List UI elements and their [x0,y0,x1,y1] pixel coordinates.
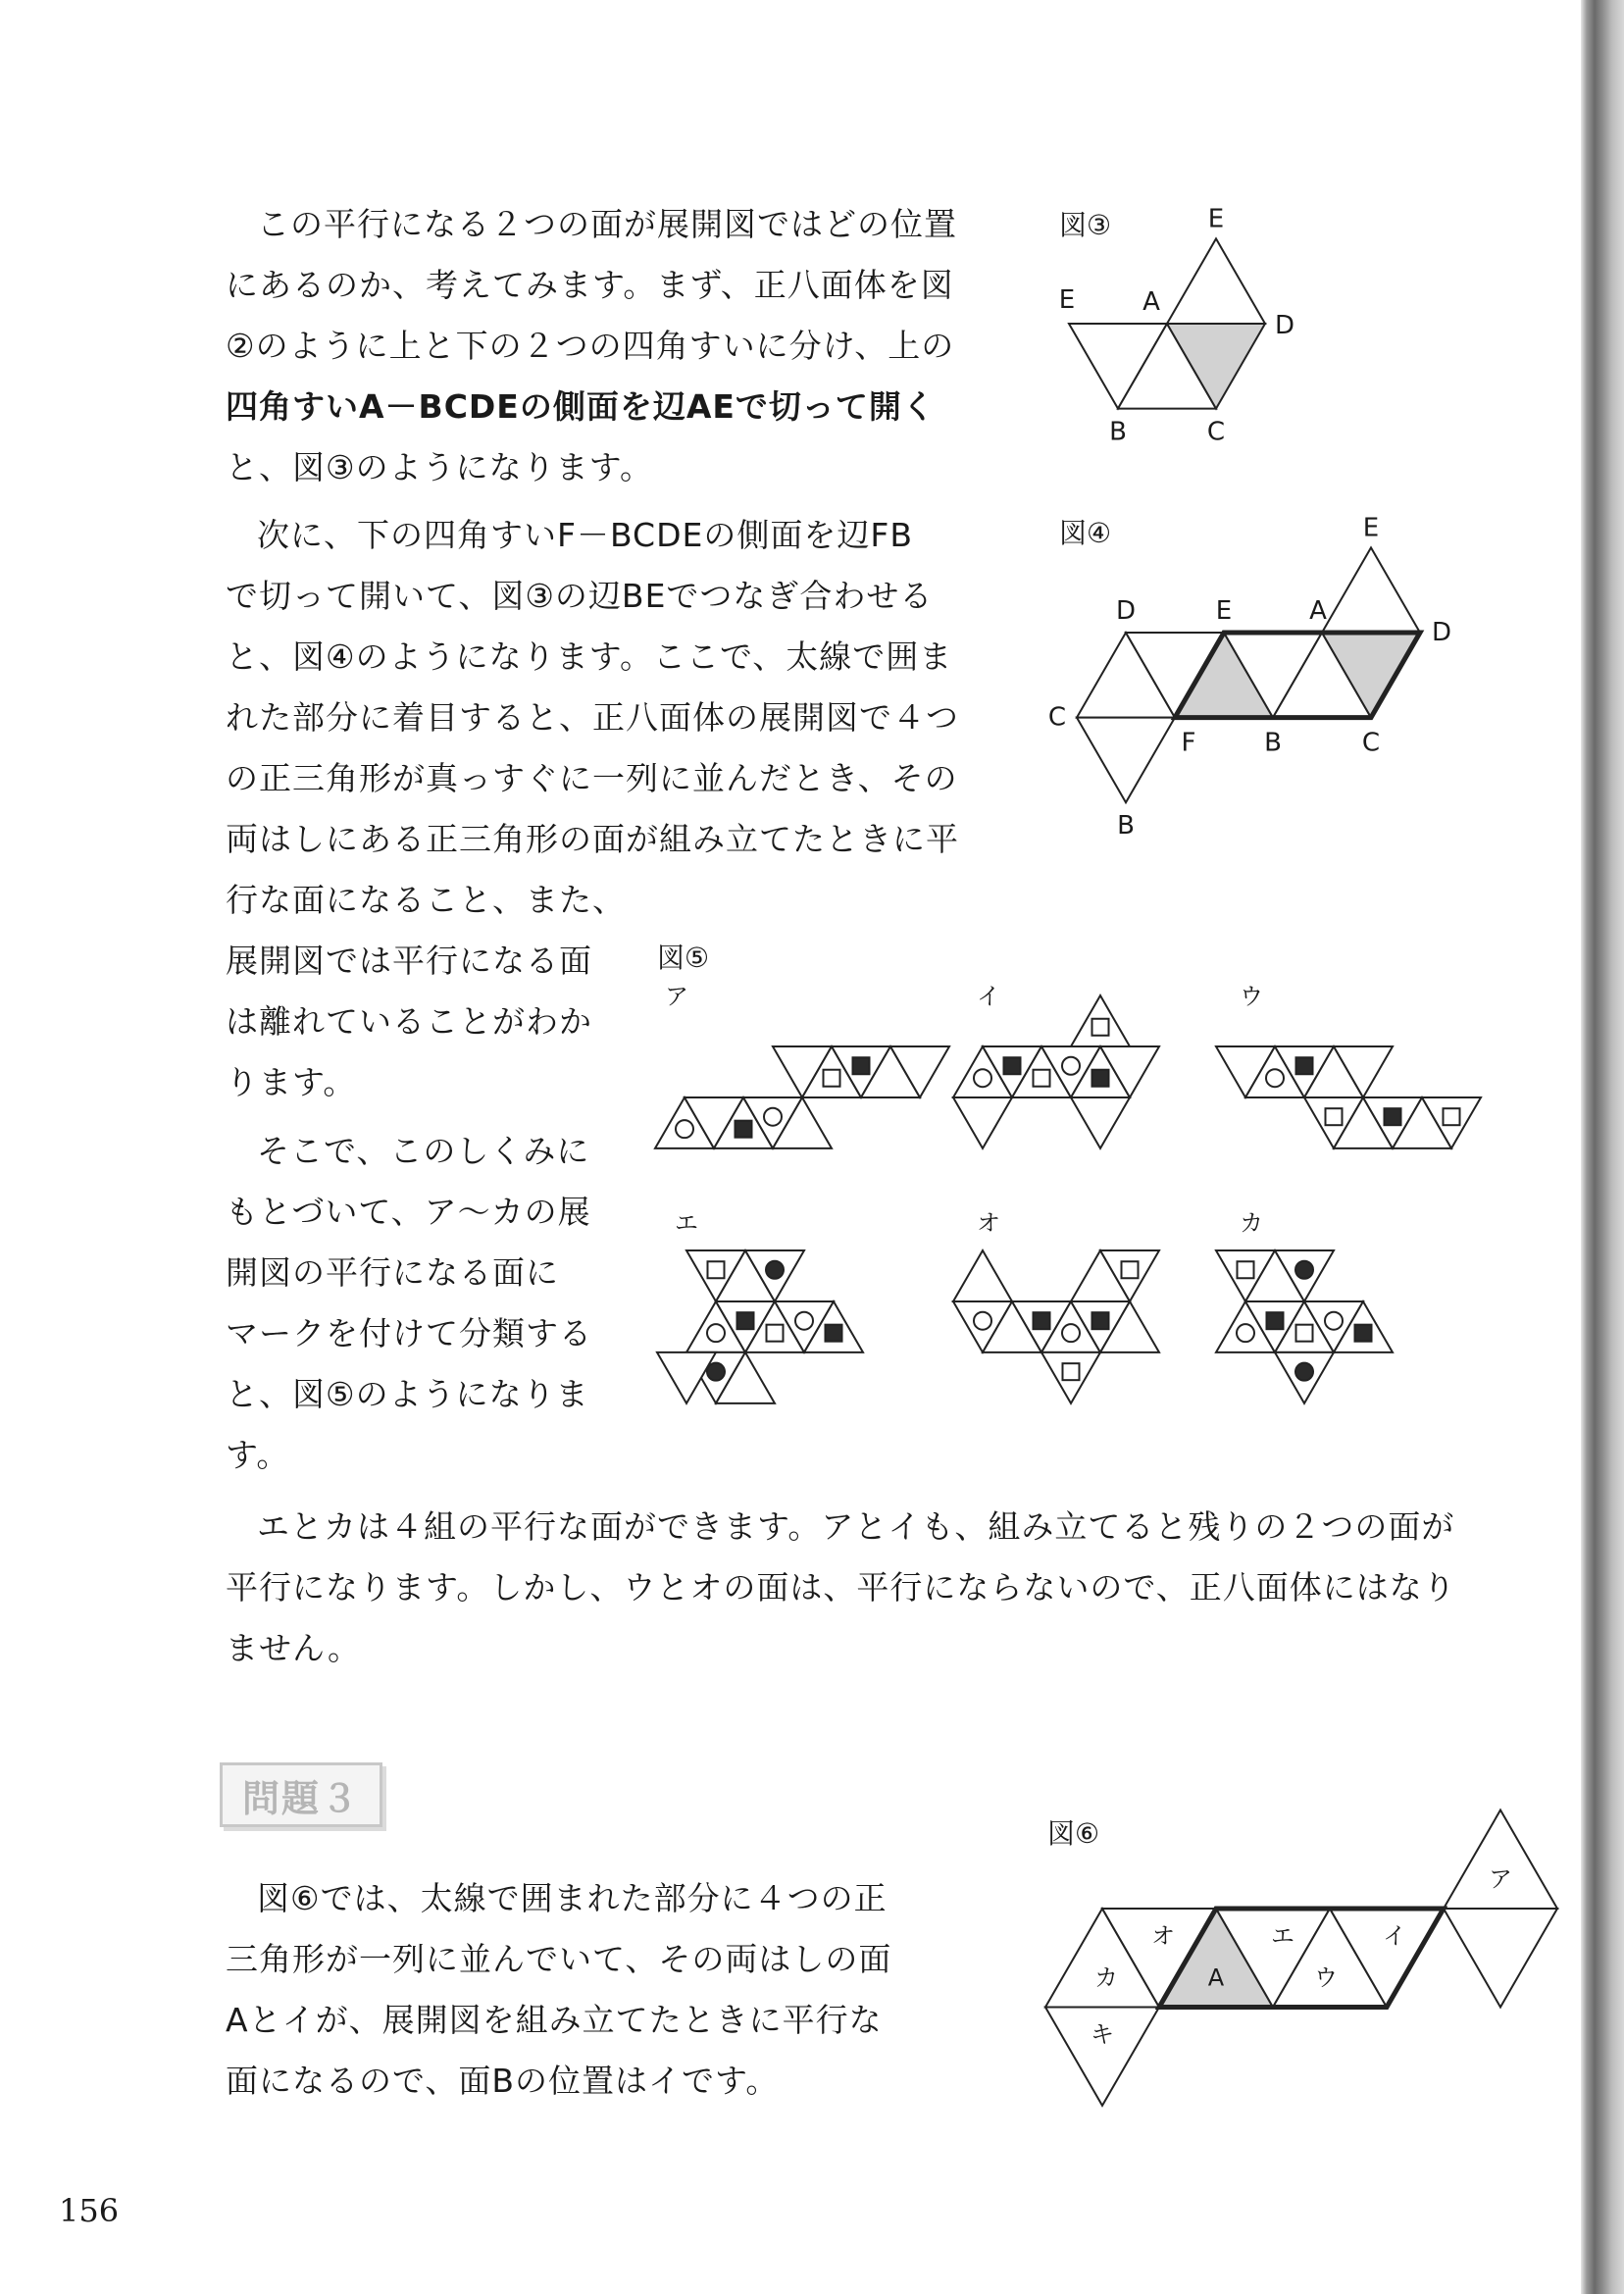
filled-square-mark [1355,1325,1372,1342]
page-number: 156 [59,2192,120,2229]
circle-mark [1062,1057,1080,1075]
face-label: キ [1091,2020,1114,2049]
circle-mark [676,1120,693,1138]
vertex-label: A [1142,287,1160,317]
text-line: エとカは４組の平行な面ができます。アとイも、組み立てると残りの２つの面が [257,1507,1455,1546]
filled-circle-mark [766,1261,784,1279]
figure-3-net [1059,204,1294,446]
vertex-label: D [1431,618,1452,647]
square-mark [1326,1108,1343,1125]
filled-square-mark [1385,1108,1401,1125]
figure-4-net [1048,513,1451,841]
text-line: 面になるので、面Bの位置はイです。 [226,2062,780,2100]
circle-mark [974,1312,991,1330]
text-line: と、図④のようになります。ここで、太線で囲ま [226,637,953,676]
face-label: A [1207,1963,1225,1992]
text-line: と、図⑤のようになりま [226,1375,589,1413]
circle-mark [1266,1069,1284,1087]
text-line: 次に、下の四角すいF－BCDEの側面を辺FB [257,516,913,554]
text-line: この平行になる２つの面が展開図ではどの位置 [257,205,957,243]
text-line: 展開図では平行になる面 [226,942,592,980]
figure-5-net [655,983,949,1148]
circle-mark [1237,1324,1254,1342]
vertex-label: C [1206,417,1226,447]
vertex-label: F [1181,728,1196,758]
text-line: の正三角形が真っすぐに一列に並んだとき、その [226,759,958,797]
face-label: オ [1151,1922,1175,1950]
text-line: す。 [226,1436,290,1474]
text-line: は離れていることがわか [226,1002,592,1041]
text-line: マークを付けて分類する [226,1314,592,1352]
face-label: カ [1094,1963,1118,1992]
text-line: にあるのか、考えてみます。まず、正八面体を図 [226,266,954,304]
figure-5-net [953,1209,1159,1403]
circle-mark [1325,1312,1343,1330]
net-label: ア [665,983,688,1010]
text-line: ります。 [226,1063,357,1101]
square-mark [1296,1325,1313,1342]
square-mark [1092,1019,1109,1036]
figure-5-net [657,1209,863,1403]
square-mark [1063,1363,1080,1380]
vertex-label: C [1047,702,1067,733]
figure-3-caption: 図③ [1059,209,1112,241]
circle-mark [1062,1324,1080,1342]
figure-5-caption: 図⑤ [657,942,710,974]
filled-circle-mark [1295,1363,1313,1381]
circle-mark [764,1108,782,1126]
filled-circle-mark [707,1363,725,1381]
triangle-face [1071,1097,1130,1148]
vertex-label: E [1215,596,1233,626]
square-mark [767,1325,784,1342]
square-mark [1034,1070,1050,1087]
triangle-face [953,1250,1012,1301]
filled-circle-mark [1295,1261,1313,1279]
triangle-face [1444,1810,1557,1909]
text-line: 三角形が一列に並んでいて、その両はしの面 [226,1940,892,1978]
text-line: ません。 [226,1629,361,1667]
triangle-face [1322,547,1420,633]
filled-square-mark [1092,1070,1109,1087]
figure-5-net [1216,1209,1393,1403]
square-mark [1444,1108,1460,1125]
text-line: そこで、このしくみに [257,1132,590,1170]
triangle-face [1444,1909,1557,2007]
filled-square-mark [1267,1312,1284,1329]
net-label: エ [675,1209,698,1237]
vertex-label: A [1309,596,1327,626]
square-mark [1238,1261,1254,1278]
net-label: イ [977,983,1000,1010]
filled-square-mark [853,1057,870,1074]
filled-square-mark [1004,1057,1021,1074]
circle-mark [707,1324,725,1342]
face-label: ア [1489,1865,1512,1893]
filled-square-mark [1092,1312,1109,1329]
text-line: 開図の平行になる面に [226,1253,559,1292]
net-label: カ [1240,1209,1263,1237]
circle-mark [795,1312,813,1330]
filled-square-mark [736,1121,752,1138]
figure-4-caption: 図④ [1059,517,1112,549]
vertex-label: B [1109,417,1127,447]
net-label: ウ [1240,983,1263,1010]
filled-square-mark [1034,1312,1050,1329]
text-line: 図⑥では、太線で囲まれた部分に４つの正 [257,1879,888,1917]
vertex-label: D [1274,311,1295,340]
text-line: と、図③のようになります。 [226,448,653,486]
vertex-label: E [1207,204,1225,234]
figure-6-caption: 図⑥ [1047,1817,1100,1850]
text-line: 四角すいA－BCDEの側面を辺AEで切って開く [226,387,936,426]
text-line: れた部分に着目すると、正八面体の展開図で４つ [226,698,959,737]
text-line: もとづいて、ア～カの展 [226,1193,591,1231]
figure-5-net [953,983,1159,1148]
problem-badge: 問題３ [220,1762,382,1827]
square-mark [1122,1261,1139,1278]
text-line: 平行になります。しかし、ウとオの面は、平行にならないので、正八面体にはなり [226,1568,1456,1606]
text-line: 行な面になること、また、 [226,881,626,919]
text-line: ②のように上と下の２つの四角すいに分け、上の [226,327,955,365]
vertex-label: C [1361,728,1381,758]
vertex-label: B [1264,728,1282,758]
vertex-label: E [1058,285,1076,315]
triangle-face [1167,238,1265,324]
text-line: 両はしにある正三角形の面が組み立てたときに平 [226,820,959,858]
filled-square-mark [737,1312,754,1329]
triangle-face [953,1097,1012,1148]
text-line: で切って開いて、図③の辺BEでつなぎ合わせる [226,577,934,615]
net-label: オ [977,1209,1000,1237]
figure-5-net [1216,983,1481,1148]
vertex-label: E [1362,513,1380,543]
square-mark [824,1070,840,1087]
square-mark [708,1261,725,1278]
face-label: イ [1383,1922,1406,1950]
text-line: Aとイが、展開図を組み立てたときに平行な [226,2001,883,2039]
vertex-label: D [1115,596,1137,626]
figure-6-net [1045,1810,1557,2106]
face-label: ウ [1314,1963,1338,1992]
face-label: エ [1271,1922,1294,1950]
filled-square-mark [826,1325,842,1342]
circle-mark [974,1069,991,1087]
filled-square-mark [1296,1057,1313,1074]
vertex-label: B [1117,811,1135,841]
triangle-face [1077,718,1175,803]
